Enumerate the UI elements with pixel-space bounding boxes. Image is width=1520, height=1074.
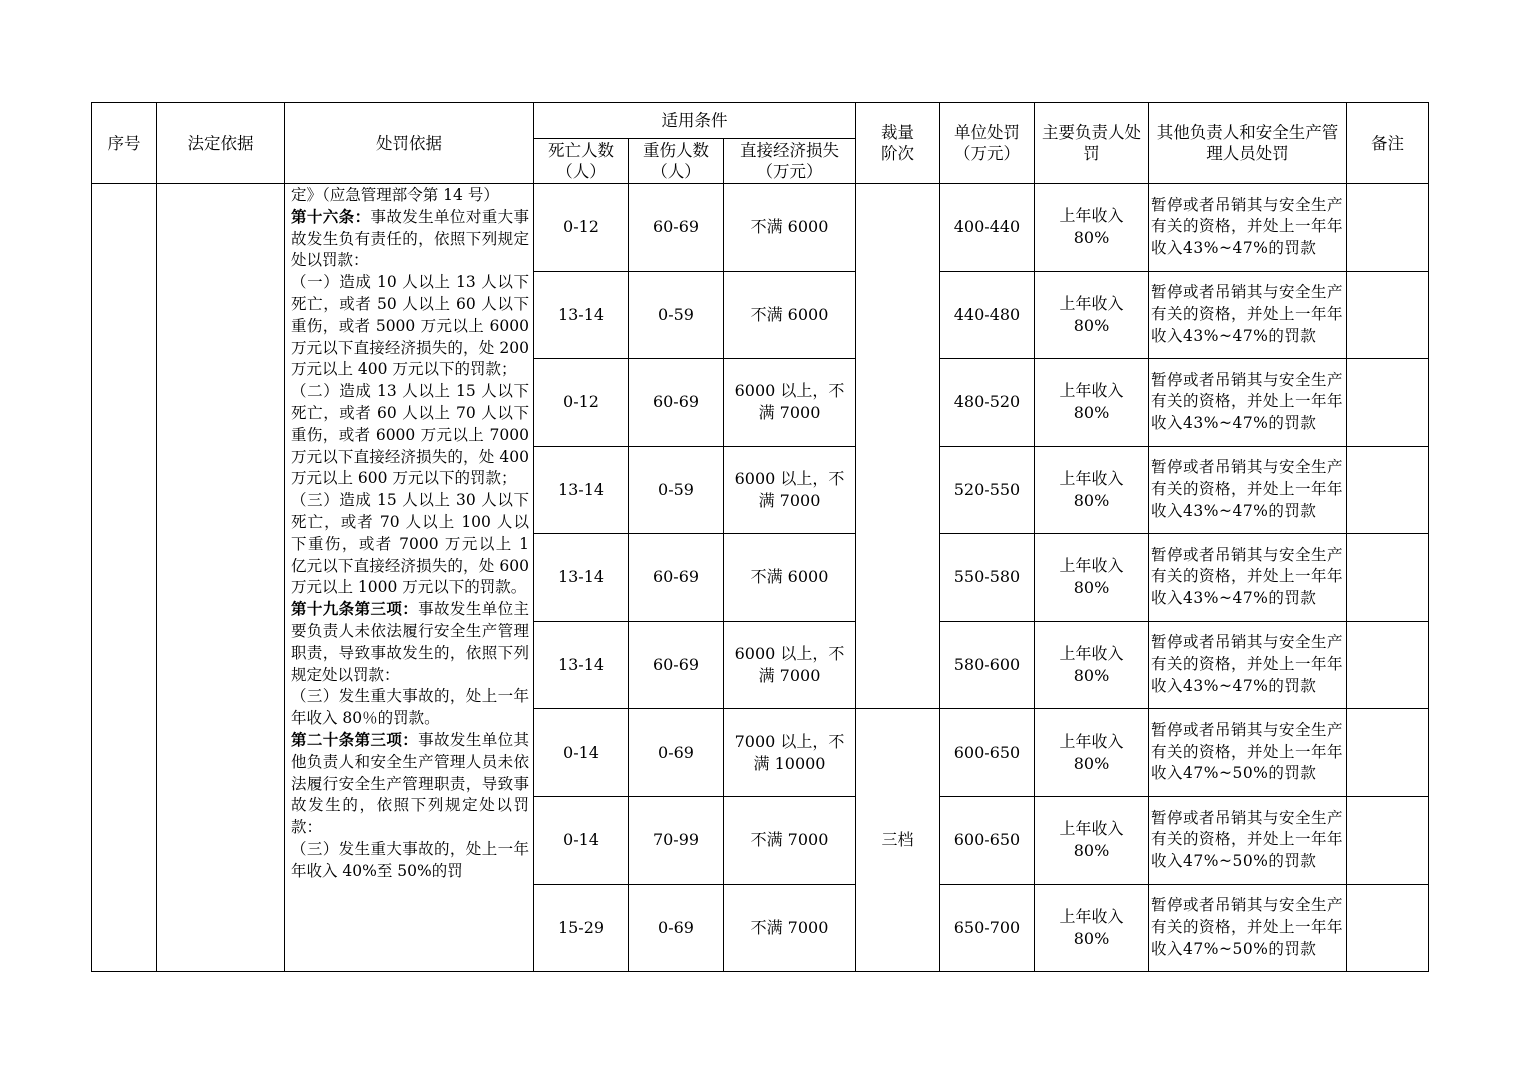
penalty-table-container (91, 102, 1429, 972)
basis-article-label: 第二十条第三项： (291, 730, 419, 749)
tier-cell: 三档 (856, 709, 940, 972)
basis-text: 事故发生单位其他负责人和安全生产管理人员未依法履行安全生产管理职责，导致事故发生的，依照下列规定处以罚款： (291, 730, 529, 837)
principal-penalty-cell: 上年收入80% (1035, 709, 1149, 797)
other-penalty-cell: 暂停或者吊销其与安全生产有关的资格，并处上一年年收入43%~47%的罚款 (1149, 359, 1347, 447)
remarks-cell (1347, 184, 1429, 272)
header-injuries: 重伤人数（人） (629, 139, 724, 184)
header-tier: 裁量阶次 (856, 103, 940, 184)
loss-cell: 6000 以上，不满 7000 (724, 359, 856, 447)
basis-text: （三）发生重大事故的，处上一年年收入 40%至 50%的罚 (291, 839, 529, 880)
principal-penalty-cell: 上年收入80% (1035, 621, 1149, 709)
remarks-cell (1347, 884, 1429, 972)
other-penalty-cell: 暂停或者吊销其与安全生产有关的资格，并处上一年年收入43%~47%的罚款 (1149, 446, 1347, 534)
principal-penalty-cell: 上年收入80% (1035, 534, 1149, 622)
table-row (92, 184, 1429, 272)
loss-cell: 不满 6000 (724, 271, 856, 359)
basis-paragraph (291, 839, 529, 883)
basis-paragraph (291, 207, 529, 272)
deaths-cell: 0-14 (534, 709, 629, 797)
basis-paragraph (291, 686, 529, 730)
remarks-cell (1347, 797, 1429, 885)
remarks-cell (1347, 621, 1429, 709)
header-conditions: 适用条件 (534, 103, 856, 139)
penalty-basis-cell (285, 184, 534, 972)
principal-penalty-cell: 上年收入80% (1035, 359, 1149, 447)
injuries-cell: 60-69 (629, 184, 724, 272)
unit-penalty-cell: 520-550 (940, 446, 1035, 534)
injuries-cell: 0-69 (629, 709, 724, 797)
injuries-cell: 0-59 (629, 446, 724, 534)
header-seq: 序号 (92, 103, 157, 184)
remarks-cell (1347, 534, 1429, 622)
other-penalty-cell: 暂停或者吊销其与安全生产有关的资格，并处上一年年收入47%~50%的罚款 (1149, 709, 1347, 797)
deaths-cell: 13-14 (534, 271, 629, 359)
remarks-cell (1347, 709, 1429, 797)
principal-penalty-cell: 上年收入80% (1035, 797, 1149, 885)
header-legal-basis: 法定依据 (157, 103, 285, 184)
loss-cell: 不满 6000 (724, 534, 856, 622)
basis-text: （三）发生重大事故的，处上一年年收入 80％的罚款。 (291, 687, 529, 728)
other-penalty-cell: 暂停或者吊销其与安全生产有关的资格，并处上一年年收入43%~47%的罚款 (1149, 534, 1347, 622)
table-body (92, 184, 1429, 972)
loss-cell: 6000 以上，不满 7000 (724, 446, 856, 534)
header-principal-penalty: 主要负责人处罚 (1035, 103, 1149, 184)
deaths-cell: 13-14 (534, 621, 629, 709)
basis-paragraph (291, 730, 529, 839)
deaths-cell: 0-14 (534, 797, 629, 885)
principal-penalty-cell: 上年收入80% (1035, 271, 1149, 359)
tier-cell-upper (856, 184, 940, 709)
seq-cell (92, 184, 157, 972)
basis-paragraph (291, 599, 529, 686)
basis-article-label: 第十九条第三项： (291, 600, 419, 619)
basis-text: 定》（应急管理部令第 14 号） (291, 186, 499, 204)
other-penalty-cell: 暂停或者吊销其与安全生产有关的资格，并处上一年年收入43%~47%的罚款 (1149, 621, 1347, 709)
injuries-cell: 0-69 (629, 884, 724, 972)
other-penalty-cell: 暂停或者吊销其与安全生产有关的资格，并处上一年年收入47%~50%的罚款 (1149, 797, 1347, 885)
deaths-cell: 15-29 (534, 884, 629, 972)
penalty-discretion-table (91, 102, 1429, 972)
basis-text: （一）造成 10 人以上 13 人以下死亡，或者 50 人以上 60 人以下重伤，或者 5000 万元以上 6000 万元以下直接经济损失的，处 200 万元以上 400 万元以下的罚款； (291, 273, 529, 379)
unit-penalty-cell: 600-650 (940, 709, 1035, 797)
deaths-cell: 13-14 (534, 534, 629, 622)
basis-text: （三）造成 15 人以上 30 人以下死亡，或者 70 人以上 100 人以下重伤，或者 7000 万元以上 1 亿元以下直接经济损失的，处 600 万元以上 1000 万元以下的罚款。 (291, 491, 529, 597)
other-penalty-cell: 暂停或者吊销其与安全生产有关的资格，并处上一年年收入47%~50%的罚款 (1149, 884, 1347, 972)
header-unit-penalty: 单位处罚（万元） (940, 103, 1035, 184)
loss-cell: 不满 6000 (724, 184, 856, 272)
legal-basis-cell (157, 184, 285, 972)
principal-penalty-cell: 上年收入80% (1035, 446, 1149, 534)
basis-text: （二）造成 13 人以上 15 人以下死亡，或者 60 人以上 70 人以下重伤，或者 6000 万元以上 7000 万元以下直接经济损失的，处 400 万元以上 600 万元以下的罚款； (291, 382, 529, 488)
basis-article-label: 第十六条： (291, 207, 371, 226)
header-penalty-basis: 处罚依据 (285, 103, 534, 184)
unit-penalty-cell: 480-520 (940, 359, 1035, 447)
injuries-cell: 70-99 (629, 797, 724, 885)
loss-cell: 6000 以上，不满 7000 (724, 621, 856, 709)
loss-cell: 7000 以上，不满 10000 (724, 709, 856, 797)
deaths-cell: 0-12 (534, 184, 629, 272)
other-penalty-cell: 暂停或者吊销其与安全生产有关的资格，并处上一年年收入43%~47%的罚款 (1149, 271, 1347, 359)
remarks-cell (1347, 446, 1429, 534)
basis-paragraph (291, 185, 529, 207)
basis-paragraph (291, 272, 529, 381)
injuries-cell: 60-69 (629, 534, 724, 622)
other-penalty-cell: 暂停或者吊销其与安全生产有关的资格，并处上一年年收入43%~47%的罚款 (1149, 184, 1347, 272)
loss-cell: 不满 7000 (724, 884, 856, 972)
remarks-cell (1347, 271, 1429, 359)
deaths-cell: 0-12 (534, 359, 629, 447)
unit-penalty-cell: 600-650 (940, 797, 1035, 885)
basis-paragraph (291, 381, 529, 490)
basis-text: 事故发生单位主要负责人未依法履行安全生产管理职责，导致事故发生的，依照下列规定处以罚款： (291, 600, 529, 684)
deaths-cell: 13-14 (534, 446, 629, 534)
unit-penalty-cell: 650-700 (940, 884, 1035, 972)
loss-cell: 不满 7000 (724, 797, 856, 885)
remarks-cell (1347, 359, 1429, 447)
injuries-cell: 60-69 (629, 621, 724, 709)
principal-penalty-cell: 上年收入80% (1035, 184, 1149, 272)
basis-paragraph (291, 490, 529, 599)
unit-penalty-cell: 400-440 (940, 184, 1035, 272)
injuries-cell: 60-69 (629, 359, 724, 447)
unit-penalty-cell: 580-600 (940, 621, 1035, 709)
basis-text: 事故发生单位对重大事故发生负有责任的，依照下列规定处以罚款： (291, 207, 529, 270)
unit-penalty-cell: 550-580 (940, 534, 1035, 622)
header-other-penalty: 其他负责人和安全生产管理人员处罚 (1149, 103, 1347, 184)
header-loss: 直接经济损失（万元） (724, 139, 856, 184)
header-remarks: 备注 (1347, 103, 1429, 184)
header-deaths: 死亡人数（人） (534, 139, 629, 184)
unit-penalty-cell: 440-480 (940, 271, 1035, 359)
principal-penalty-cell: 上年收入80% (1035, 884, 1149, 972)
injuries-cell: 0-59 (629, 271, 724, 359)
